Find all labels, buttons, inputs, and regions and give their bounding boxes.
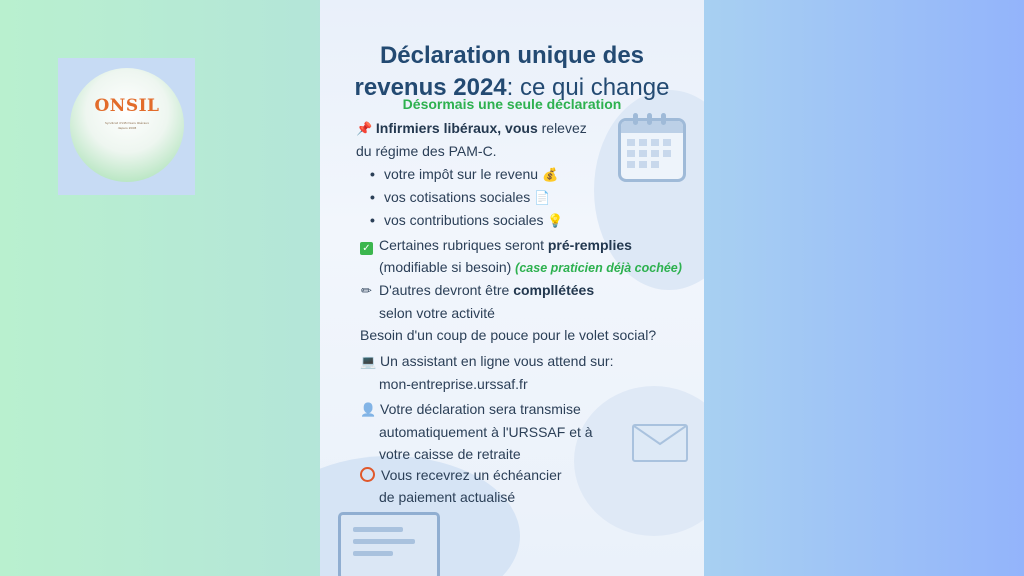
infographic-card [320,0,704,576]
logo-name: ONSIL [94,96,160,116]
person-icon: 👤 [360,402,377,417]
question-text: Besoin d'un coup de pouce pour le volet social? [360,327,657,343]
check-icon: ✓ [360,242,373,255]
prefill-note: (case praticien déjà cochée) [515,261,682,275]
pencil-icon: ✏ [361,283,372,298]
schedule-block: Vous recevrez un échéancier de paiement actualisé [360,464,562,508]
title-line-1: Déclaration unique des [379,42,645,69]
circle-icon [360,467,375,482]
logo-since: depuis 2008 [117,126,137,130]
list-item: • votre impôt sur le revenu 💰 [370,163,563,186]
intro-line-2: du régime des PAM-C. [356,143,497,159]
logo-panel [58,58,195,195]
document-icon: 📄 [534,190,551,205]
list-item: • vos contributions sociales 💡 [370,209,563,232]
calendar-icon [618,118,686,182]
logo-tagline: Syndicat d'infirmiers libéraux [105,121,149,125]
prefill-block: ✓ Certaines rubriques seront pré-remplies (modifiable si besoin) (case praticien déjà cochée) [360,234,682,279]
lightbulb-icon: 💡 [547,213,564,228]
intro-block [356,117,587,162]
urssaf-link: mon-entreprise.urssaf.fr [379,376,528,392]
laptop-emoji-icon: 💻 [360,354,377,369]
logo-emblem [70,68,184,182]
laptop-icon [338,512,440,576]
title-year: revenus 2024 [354,74,507,101]
subtitle: Désormais une seule déclaration [402,96,622,112]
assistant-block: 💻 Un assistant en ligne vous attend sur: mon-entreprise.urssaf.fr [360,350,613,395]
intro-rest: relevez [537,120,587,136]
pushpin-icon: 📌 [356,121,373,136]
list-item: • vos cotisations sociales 📄 [370,186,563,209]
title-suffix: : ce qui change [506,74,670,101]
money-bag-icon: 💰 [541,167,559,182]
intro-bold: Infirmiers libéraux, vous [375,120,538,136]
page-title [320,40,704,104]
bullet-list [370,163,563,232]
complete-block: ✏ D'autres devront être compl​létées selon votre activité [361,282,595,321]
transmit-block: 👤 Votre déclaration sera transmise automatiquement à l'URSSAF et à votre caisse de retraite [360,401,593,462]
envelope-icon [632,424,688,462]
